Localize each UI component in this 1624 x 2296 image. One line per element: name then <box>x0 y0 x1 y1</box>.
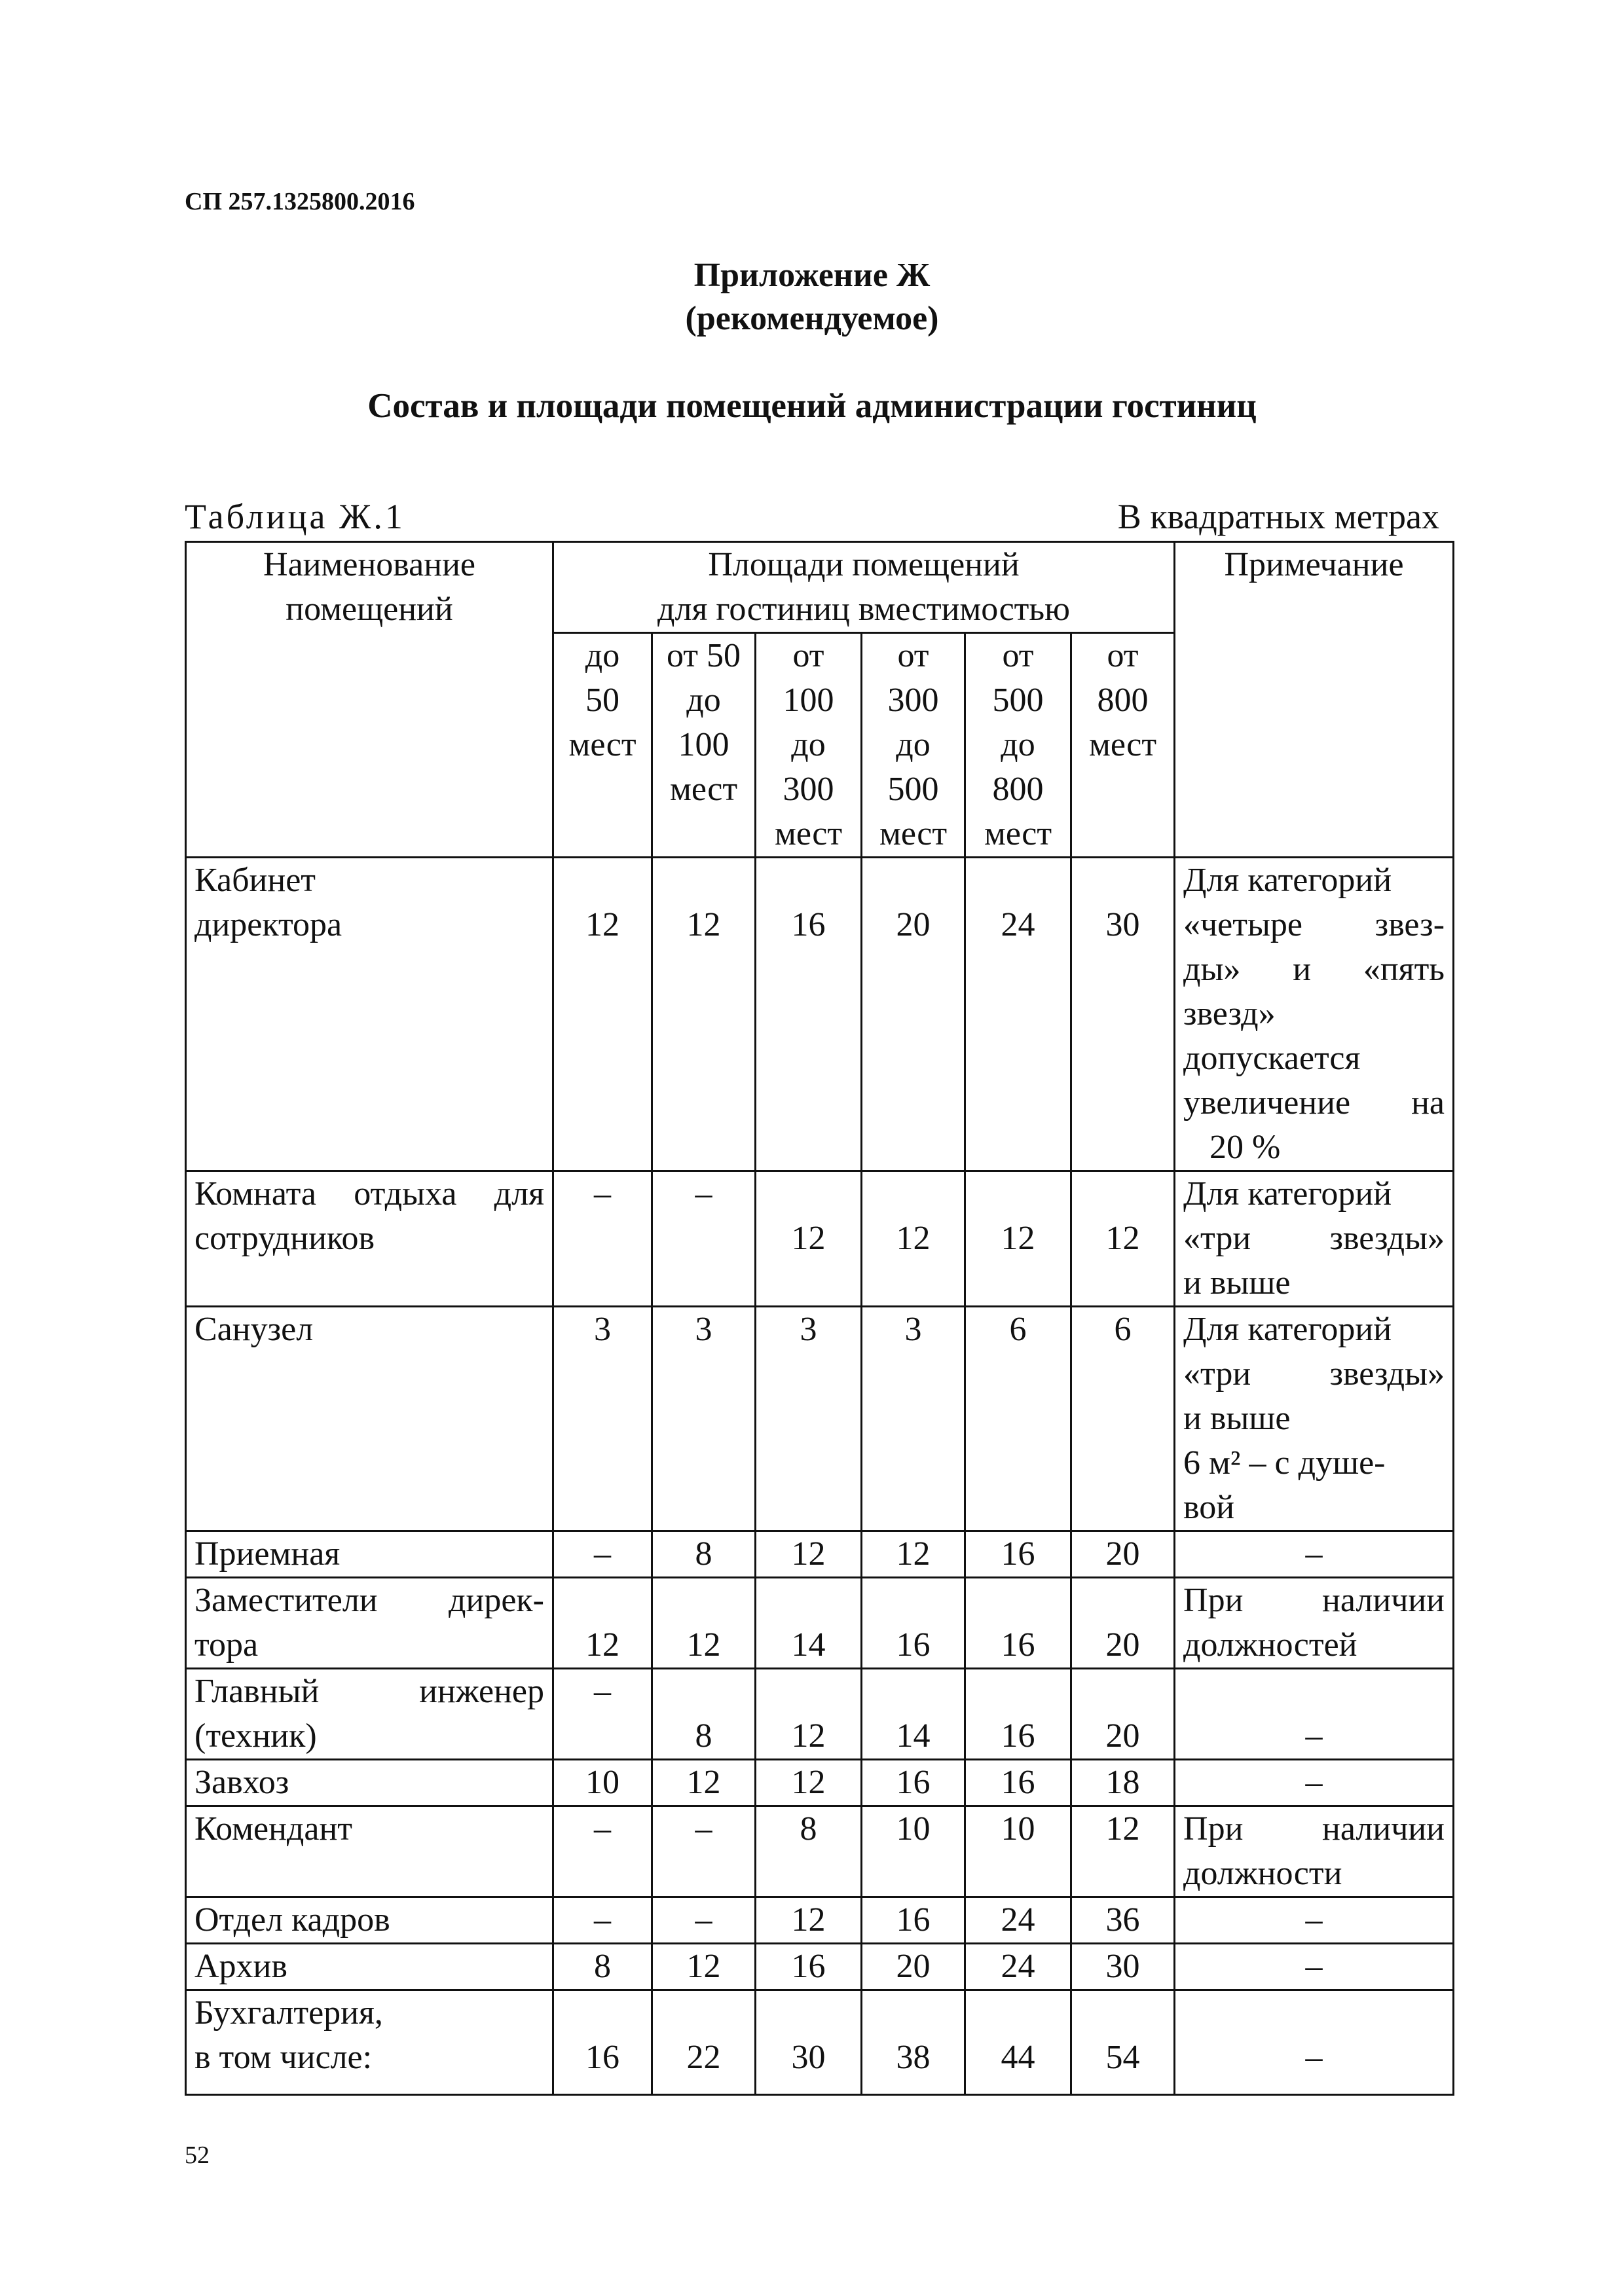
area-value-cell <box>652 1944 756 1990</box>
area-value-cell <box>553 1669 652 1760</box>
area-value: 20 <box>896 906 931 943</box>
note-line: ды» и «пять <box>1183 951 1445 988</box>
room-name-line: Кабинет <box>194 862 316 899</box>
area-value: 54 <box>1105 2039 1140 2076</box>
note-cell <box>1175 1990 1454 2095</box>
note-line: При наличии <box>1183 1582 1445 1619</box>
area-value-cell <box>1071 1760 1175 1806</box>
table-row <box>186 1897 1454 1944</box>
area-value: 3 <box>594 1311 611 1348</box>
area-value: 20 <box>1105 1535 1140 1573</box>
area-value-cell <box>965 1806 1071 1897</box>
note-line: звезд» <box>1183 995 1276 1032</box>
table-row <box>186 1307 1454 1531</box>
area-value-cell <box>965 1531 1071 1578</box>
area-value: 16 <box>1001 1717 1035 1755</box>
area-value: 20 <box>1105 1626 1140 1664</box>
area-value-cell <box>553 1578 652 1669</box>
area-value-cell <box>553 858 652 1171</box>
capacity-header-line: мест <box>568 726 637 763</box>
capacity-header-line: 300 <box>783 771 834 808</box>
area-value: 12 <box>791 1764 826 1801</box>
header-note-cell <box>1175 542 1454 858</box>
area-value-cell <box>652 1578 756 1669</box>
area-value-cell <box>553 1171 652 1307</box>
room-name-line: Санузел <box>194 1311 314 1348</box>
capacity-header-line: от <box>1107 637 1139 674</box>
area-value: 10 <box>1001 1810 1035 1848</box>
area-value-cell <box>1071 1578 1175 1669</box>
area-value-cell <box>756 1806 862 1897</box>
area-value: 12 <box>585 1626 619 1664</box>
note-line: – <box>1305 2039 1323 2076</box>
area-value-cell <box>1071 858 1175 1171</box>
area-value-cell <box>862 858 965 1171</box>
area-value-cell <box>1071 1307 1175 1531</box>
room-name-cell <box>186 1578 553 1669</box>
note-cell <box>1175 1669 1454 1760</box>
area-value-cell <box>553 1307 652 1531</box>
area-value: – <box>594 1673 611 1710</box>
area-value: – <box>594 1901 611 1939</box>
area-value-cell <box>652 1669 756 1760</box>
header-area-group-cell <box>553 542 1175 633</box>
area-value: – <box>695 1901 712 1939</box>
area-value-cell <box>652 1307 756 1531</box>
room-name-cell <box>186 858 553 1171</box>
area-value: 12 <box>1105 1810 1140 1848</box>
header-row <box>186 542 1454 633</box>
area-value: 16 <box>896 1764 931 1801</box>
capacity-header-line: до <box>686 682 721 719</box>
area-value-cell <box>1071 1897 1175 1944</box>
area-value: 10 <box>896 1810 931 1848</box>
table-row <box>186 1760 1454 1806</box>
room-name-cell <box>186 1760 553 1806</box>
note-line: «четыре звез- <box>1183 906 1445 943</box>
area-value-cell <box>1071 1171 1175 1307</box>
area-value-cell <box>652 1990 756 2095</box>
header-area-line: для гостиниц вместимостью <box>657 591 1070 628</box>
area-value: 24 <box>1001 906 1035 943</box>
table-row <box>186 1531 1454 1578</box>
appendix-subtitle: (рекомендуемое) <box>685 300 939 337</box>
note-line: должностей <box>1183 1626 1357 1664</box>
area-value-cell <box>862 1944 965 1990</box>
area-value-cell <box>1071 1990 1175 2095</box>
note-cell <box>1175 1944 1454 1990</box>
area-value: – <box>594 1175 611 1212</box>
room-name-line: Комната отдыха для <box>194 1175 544 1212</box>
note-line: – <box>1305 1535 1323 1573</box>
note-cell <box>1175 1897 1454 1944</box>
area-value: – <box>695 1810 712 1848</box>
area-value-cell <box>862 1897 965 1944</box>
area-value-cell <box>553 1806 652 1897</box>
capacity-header-cell <box>553 633 652 858</box>
capacity-header-line: мест <box>984 815 1052 852</box>
area-value-cell <box>756 1944 862 1990</box>
area-value-cell <box>756 1171 862 1307</box>
area-value-cell <box>553 1990 652 2095</box>
area-value-cell <box>862 1669 965 1760</box>
capacity-header-cell <box>862 633 965 858</box>
area-value: 36 <box>1105 1901 1140 1939</box>
room-name-cell <box>186 1990 553 2095</box>
area-value: 16 <box>791 1948 826 1985</box>
capacity-header-line: от 50 <box>666 637 741 674</box>
area-value-cell <box>553 1897 652 1944</box>
area-value-cell <box>756 1760 862 1806</box>
area-value: 10 <box>585 1764 619 1801</box>
area-value: 3 <box>904 1311 922 1348</box>
note-cell <box>1175 1307 1454 1531</box>
area-value-cell <box>862 1531 965 1578</box>
header-note: Примечание <box>1224 546 1404 583</box>
area-value-cell <box>862 1760 965 1806</box>
capacity-header-line: от <box>1002 637 1034 674</box>
capacity-header-cell <box>652 633 756 858</box>
note-cell <box>1175 1578 1454 1669</box>
area-value-cell <box>756 1578 862 1669</box>
room-name-line: директора <box>194 906 342 943</box>
room-name-line: Бухгалтерия, <box>194 1994 383 2032</box>
area-value: 16 <box>896 1626 931 1664</box>
area-value: 8 <box>695 1535 712 1573</box>
area-value: 16 <box>585 2039 619 2076</box>
area-value: 8 <box>594 1948 611 1985</box>
table-row <box>186 1578 1454 1669</box>
room-name-cell <box>186 1669 553 1760</box>
room-name-line: Завхоз <box>194 1764 289 1801</box>
note-cell <box>1175 858 1454 1171</box>
area-value-cell <box>1071 1806 1175 1897</box>
area-value: 12 <box>686 1764 721 1801</box>
capacity-header-line: 300 <box>887 682 939 719</box>
area-value: 16 <box>1001 1535 1035 1573</box>
area-value: 8 <box>695 1717 712 1755</box>
area-value: – <box>695 1175 712 1212</box>
table-row <box>186 1944 1454 1990</box>
area-value-cell <box>652 858 756 1171</box>
room-name-line: сотрудников <box>194 1220 375 1257</box>
table-number: Таблица Ж.1 <box>185 497 405 536</box>
note-line: и выше <box>1183 1400 1291 1437</box>
capacity-header-line: от <box>792 637 824 674</box>
room-name-cell <box>186 1806 553 1897</box>
note-line: увеличение на <box>1183 1084 1445 1121</box>
room-name-cell <box>186 1307 553 1531</box>
table-row <box>186 858 1454 1171</box>
area-value: – <box>594 1535 611 1573</box>
area-value: 12 <box>896 1220 931 1257</box>
area-value-cell <box>862 1990 965 2095</box>
table-row <box>186 1806 1454 1897</box>
area-value-cell <box>965 1944 1071 1990</box>
area-value: 3 <box>800 1311 817 1348</box>
capacity-header-line: мест <box>1088 726 1157 763</box>
room-name-line: Отдел кадров <box>194 1901 390 1939</box>
room-name-line: Архив <box>194 1948 287 1985</box>
area-value-cell <box>862 1806 965 1897</box>
area-value: 24 <box>1001 1901 1035 1939</box>
rooms-area-table <box>185 541 1454 2096</box>
document-code: СП 257.1325800.2016 <box>185 188 415 215</box>
note-line: – <box>1305 1901 1323 1939</box>
note-line: должности <box>1183 1855 1342 1892</box>
area-value-cell <box>1071 1531 1175 1578</box>
area-value: 20 <box>896 1948 931 1985</box>
area-value-cell <box>756 1990 862 2095</box>
area-value: 16 <box>896 1901 931 1939</box>
capacity-header-line: 500 <box>887 771 939 808</box>
area-value-cell <box>1071 1944 1175 1990</box>
header-name-line: помещений <box>286 591 453 628</box>
note-line: 20 % <box>1209 1129 1281 1166</box>
area-value-cell <box>652 1897 756 1944</box>
area-value-cell <box>1071 1669 1175 1760</box>
area-value: 30 <box>791 2039 826 2076</box>
capacity-header-cell <box>965 633 1071 858</box>
area-value: 12 <box>791 1535 826 1573</box>
note-line: вой <box>1183 1489 1235 1526</box>
capacity-header-line: 100 <box>678 726 729 763</box>
area-value: 6 <box>1009 1311 1027 1348</box>
capacity-header-cell <box>1071 633 1175 858</box>
area-value-cell <box>553 1944 652 1990</box>
area-value-cell <box>965 858 1071 1171</box>
area-value: 12 <box>686 1948 721 1985</box>
table-row <box>186 1990 1454 2095</box>
capacity-header-line: до <box>1001 726 1035 763</box>
area-value: 16 <box>1001 1626 1035 1664</box>
note-line: – <box>1305 1764 1323 1801</box>
area-value: 20 <box>1105 1717 1140 1755</box>
capacity-header-line: 500 <box>992 682 1044 719</box>
capacity-header-line: мест <box>669 771 738 808</box>
area-value-cell <box>965 1760 1071 1806</box>
room-name-cell <box>186 1531 553 1578</box>
area-value-cell <box>862 1307 965 1531</box>
room-name-line: (техник) <box>194 1717 317 1755</box>
area-value: 14 <box>791 1626 826 1664</box>
area-value-cell <box>965 1897 1071 1944</box>
capacity-header-line: до <box>585 637 620 674</box>
area-value: 18 <box>1105 1764 1140 1801</box>
note-line: «три звезды» <box>1183 1220 1445 1257</box>
area-value: 3 <box>695 1311 712 1348</box>
capacity-header-line: мест <box>774 815 843 852</box>
note-line: «три звезды» <box>1183 1355 1445 1393</box>
capacity-header-cell <box>756 633 862 858</box>
area-value: 12 <box>896 1535 931 1573</box>
units-caption: В квадратных метрах <box>1117 497 1439 536</box>
room-name-cell <box>186 1171 553 1307</box>
area-value: 12 <box>686 906 721 943</box>
area-value-cell <box>553 1760 652 1806</box>
note-line: – <box>1305 1948 1323 1985</box>
area-value: 8 <box>800 1810 817 1848</box>
area-value-cell <box>756 1669 862 1760</box>
area-value-cell <box>756 1531 862 1578</box>
area-value: 38 <box>896 2039 931 2076</box>
area-value-cell <box>965 1307 1071 1531</box>
area-value: – <box>594 1810 611 1848</box>
table-title: Состав и площади помещений администрации гостиниц <box>367 387 1257 425</box>
header-name-line: Наименование <box>263 546 475 583</box>
area-value-cell <box>756 1307 862 1531</box>
area-value: 12 <box>686 1626 721 1664</box>
area-value-cell <box>965 1171 1071 1307</box>
area-value: 12 <box>791 1220 826 1257</box>
table-row <box>186 1171 1454 1307</box>
note-line: Для категорий <box>1183 1311 1392 1348</box>
area-value-cell <box>652 1760 756 1806</box>
table-row <box>186 1669 1454 1760</box>
room-name-cell <box>186 1944 553 1990</box>
capacity-header-line: до <box>896 726 931 763</box>
note-line: При наличии <box>1183 1810 1445 1848</box>
area-value-cell <box>652 1531 756 1578</box>
area-value: 24 <box>1001 1948 1035 1985</box>
capacity-header-line: 800 <box>992 771 1044 808</box>
note-line: Для категорий <box>1183 862 1392 899</box>
area-value: 44 <box>1001 2039 1035 2076</box>
area-value: 12 <box>1105 1220 1140 1257</box>
area-value: 16 <box>791 906 826 943</box>
area-value-cell <box>652 1171 756 1307</box>
note-line: – <box>1305 1717 1323 1755</box>
capacity-header-line: 50 <box>585 682 619 719</box>
capacity-header-line: до <box>791 726 826 763</box>
header-area-line: Площади помещений <box>708 546 1020 583</box>
room-name-line: тора <box>194 1626 259 1664</box>
appendix-title: Приложение Ж <box>693 257 931 294</box>
area-value: 12 <box>585 906 619 943</box>
area-value-cell <box>553 1531 652 1578</box>
note-line: 6 м² – с душе- <box>1183 1444 1386 1482</box>
note-cell <box>1175 1171 1454 1307</box>
appendix-heading <box>0 254 1624 340</box>
area-value: 30 <box>1105 1948 1140 1985</box>
room-name-cell <box>186 1897 553 1944</box>
capacity-header-line: от <box>897 637 929 674</box>
area-value: 12 <box>1001 1220 1035 1257</box>
room-name-line: Главный инженер <box>194 1673 544 1710</box>
note-line: и выше <box>1183 1264 1291 1302</box>
area-value: 6 <box>1114 1311 1132 1348</box>
header-name-cell <box>186 542 553 858</box>
area-value-cell <box>652 1806 756 1897</box>
area-value-cell <box>756 858 862 1171</box>
area-value: 12 <box>791 1901 826 1939</box>
note-cell <box>1175 1760 1454 1806</box>
room-name-line: Заместители дирек- <box>194 1582 544 1619</box>
area-value: 12 <box>791 1717 826 1755</box>
note-line: допускается <box>1183 1040 1361 1077</box>
area-value-cell <box>965 1990 1071 2095</box>
capacity-header-line: мест <box>879 815 948 852</box>
area-value-cell <box>862 1578 965 1669</box>
capacity-header-line: 100 <box>783 682 834 719</box>
area-value-cell <box>862 1171 965 1307</box>
area-value: 22 <box>686 2039 721 2076</box>
room-name-line: Приемная <box>194 1535 341 1573</box>
area-value-cell <box>965 1578 1071 1669</box>
room-name-line: в том числе: <box>194 2039 373 2076</box>
room-name-line: Комендант <box>194 1810 353 1848</box>
page-number: 52 <box>185 2141 210 2169</box>
table-body <box>186 542 1454 2095</box>
area-value-cell <box>756 1897 862 1944</box>
area-value-cell <box>965 1669 1071 1760</box>
area-value: 16 <box>1001 1764 1035 1801</box>
note-cell <box>1175 1806 1454 1897</box>
note-line: Для категорий <box>1183 1175 1392 1212</box>
note-cell <box>1175 1531 1454 1578</box>
area-value: 30 <box>1105 906 1140 943</box>
capacity-header-line: 800 <box>1097 682 1149 719</box>
area-value: 14 <box>896 1717 931 1755</box>
